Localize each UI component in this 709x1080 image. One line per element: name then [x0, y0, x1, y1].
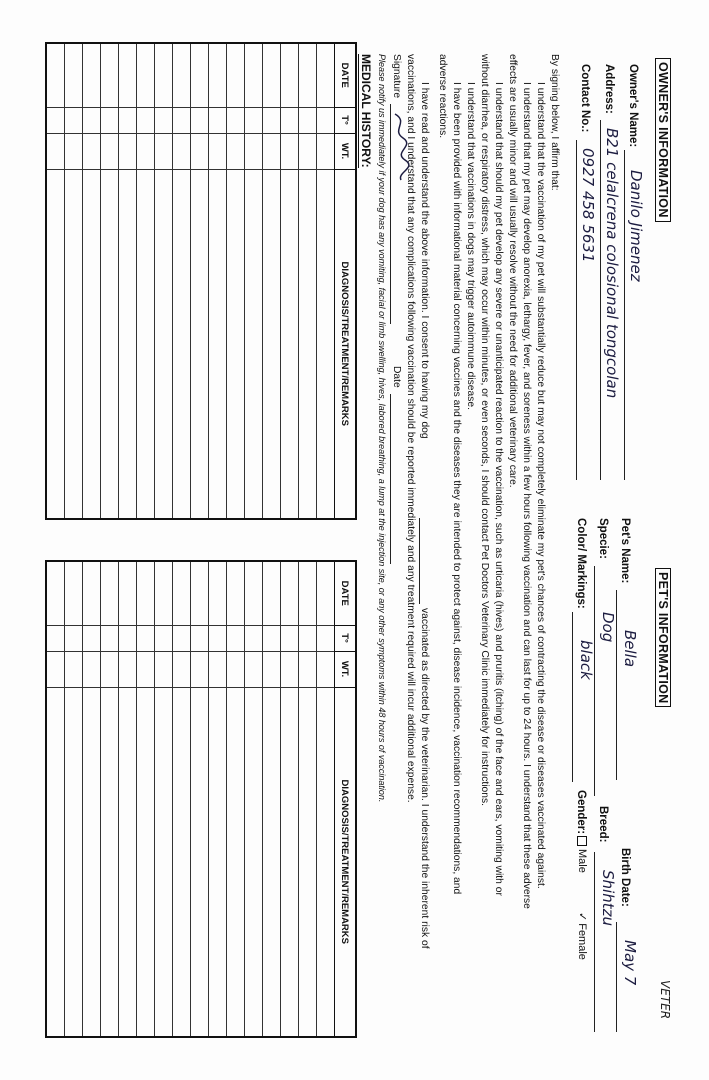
consent-p5-line2: adverse reactions.: [437, 54, 448, 139]
color-markings-line: [572, 612, 573, 782]
header-row: [335, 561, 357, 1037]
table-cell[interactable]: [173, 133, 191, 169]
color-markings-label: Color/ Markings:: [575, 518, 587, 609]
table-row: [137, 561, 155, 1037]
table-cell[interactable]: [263, 625, 281, 651]
table-cell[interactable]: [101, 43, 119, 107]
table-row: [155, 43, 173, 519]
table-row: [209, 43, 227, 519]
table-row: [299, 43, 317, 519]
table-cell[interactable]: [83, 43, 101, 107]
table-cell[interactable]: [281, 625, 299, 651]
consent-p3-line2: without diarrhea, or respiratory distress, which may occur within minutes, or even seconds, I should contact Pet Doctors Veterinary Clinic immediately for instructions.: [479, 54, 490, 806]
table-cell[interactable]: [191, 169, 209, 519]
table-cell[interactable]: [281, 169, 299, 519]
table-cell[interactable]: [209, 43, 227, 107]
table-cell[interactable]: [245, 169, 263, 519]
table-row: [227, 43, 245, 519]
table-cell[interactable]: [209, 169, 227, 519]
gender-male-option[interactable]: [576, 832, 588, 873]
table-cell[interactable]: [173, 43, 191, 107]
gender-female-option[interactable]: [576, 912, 588, 960]
table-cell[interactable]: [317, 169, 335, 519]
table-cell[interactable]: [155, 169, 173, 519]
table-cell[interactable]: [263, 651, 281, 687]
table-row: [101, 43, 119, 519]
table-cell[interactable]: [119, 651, 137, 687]
table-cell[interactable]: [281, 133, 299, 169]
birth-date-value: May 7: [621, 940, 639, 986]
table-cell[interactable]: [83, 561, 101, 625]
consent-p6-line2: vaccinations, and I understand that any complications following vaccination should be reported immediately and any treatment required will incur additional expense.: [405, 54, 416, 803]
address-label: Address:: [603, 64, 615, 114]
table-cell[interactable]: [299, 625, 317, 651]
table-cell[interactable]: [263, 43, 281, 107]
table-cell[interactable]: [101, 107, 119, 133]
birth-date-label: Birth Date:: [619, 848, 631, 907]
table-cell[interactable]: [119, 625, 137, 651]
table-cell[interactable]: [101, 651, 119, 687]
table-row: [191, 43, 209, 519]
address-line: [600, 120, 601, 480]
table-cell[interactable]: [65, 687, 83, 1037]
table-cell[interactable]: [83, 133, 101, 169]
column-header: DATE: [335, 561, 357, 625]
owner-name-value: Danilo Jimenez: [627, 170, 645, 282]
breed-line: [594, 852, 595, 1032]
table-cell[interactable]: [245, 133, 263, 169]
consent-p2-line2: effects are usually minor and will usually resolve without the need for additional veterinary care.: [507, 54, 518, 488]
table-cell[interactable]: [155, 43, 173, 107]
consent-p1: I understand that the vaccination of my pet will substantially reduce but may not completely eliminate my pet's chances of contracting the disease or diseases vaccinated against.: [535, 82, 546, 889]
table-cell[interactable]: [191, 625, 209, 651]
pet-name-value: Bella: [621, 630, 639, 668]
consent-intro: By signing below, I affirm that:: [549, 54, 560, 191]
table-cell[interactable]: [227, 107, 245, 133]
table-cell[interactable]: [173, 107, 191, 133]
consent-p6-part1: I have read and understand the above information. I consent to having my dog: [419, 82, 430, 439]
specie-label: Specie:: [597, 518, 609, 559]
table-cell[interactable]: [281, 561, 299, 625]
table-cell[interactable]: [46, 107, 65, 133]
table-cell[interactable]: [299, 43, 317, 107]
consent-p3-line1: I understand that should my pet develop any severe or unanticipated reaction to the vaccination, such as urticaria (hives) and pruritis (itching) of the face and ears, vomiting with or: [493, 82, 504, 896]
table-cell[interactable]: [227, 43, 245, 107]
table-row: [83, 43, 101, 519]
color-markings-value: black: [577, 640, 595, 680]
table-cell[interactable]: [209, 133, 227, 169]
table-cell[interactable]: [173, 651, 191, 687]
pet-heading: PET'S INFORMATION: [655, 568, 671, 707]
table-cell[interactable]: [317, 561, 335, 625]
table-cell[interactable]: [155, 651, 173, 687]
table-cell[interactable]: [65, 561, 83, 625]
table-cell[interactable]: [245, 651, 263, 687]
table-row: [317, 43, 335, 519]
consent-p6-part2: vaccinated as directed by the veterinarian. I understand the inherent risk of: [419, 608, 430, 949]
table-cell[interactable]: [245, 561, 263, 625]
table-cell[interactable]: [209, 651, 227, 687]
table-cell[interactable]: [227, 133, 245, 169]
table-cell[interactable]: [65, 107, 83, 133]
table-cell[interactable]: [245, 687, 263, 1037]
table-cell[interactable]: [227, 561, 245, 625]
table-cell[interactable]: [155, 107, 173, 133]
table-cell[interactable]: [119, 169, 137, 519]
table-cell[interactable]: [46, 625, 65, 651]
table-cell[interactable]: [46, 169, 65, 519]
table-cell[interactable]: [137, 625, 155, 651]
table-row: [263, 43, 281, 519]
table-cell[interactable]: [83, 651, 101, 687]
consent-p2-line1: I understand that my pet may develop anorexia, lethargy, fever, and soreness within a few hours following vaccination and can last for up to 24 hours. I understand that these adverse: [521, 82, 532, 909]
table-row: [65, 561, 83, 1037]
breed-label: Breed:: [597, 806, 609, 843]
column-header: DIAGNOSIS/TREATMENT/REMARKS: [335, 169, 357, 519]
table-cell[interactable]: [281, 43, 299, 107]
table-cell[interactable]: [101, 169, 119, 519]
gender-label: Gender:: [575, 790, 587, 835]
header-row: [335, 43, 357, 519]
consent-p5-line1: I have been provided with informational material concerning vaccines and the diseases they are intended to protect against, disease incidence, vaccination recommendations, and: [451, 82, 462, 895]
table-cell[interactable]: [299, 651, 317, 687]
table-cell[interactable]: [119, 687, 137, 1037]
table-cell[interactable]: [263, 169, 281, 519]
column-header: DIAGNOSIS/TREATMENT/REMARKS: [335, 687, 357, 1037]
column-header: T°: [335, 625, 357, 651]
table-row: [317, 561, 335, 1037]
table-cell[interactable]: [119, 107, 137, 133]
table-row: [245, 43, 263, 519]
specie-value: Dog: [599, 612, 617, 643]
table-cell[interactable]: [65, 651, 83, 687]
table-cell[interactable]: [101, 561, 119, 625]
table-cell[interactable]: [245, 107, 263, 133]
table-row: [137, 43, 155, 519]
table-cell[interactable]: [155, 625, 173, 651]
table-row: [46, 43, 65, 519]
column-header: WT.: [335, 651, 357, 687]
date-label: Date: [391, 366, 402, 388]
female-checkbox[interactable]: ✓: [576, 912, 589, 922]
gender-male-text: Male: [576, 849, 588, 873]
table-cell[interactable]: [227, 651, 245, 687]
table-cell[interactable]: [137, 687, 155, 1037]
table-cell[interactable]: [191, 651, 209, 687]
table-cell[interactable]: [137, 107, 155, 133]
table-cell[interactable]: [119, 43, 137, 107]
birth-date-line: [616, 922, 617, 1032]
table-row: [227, 561, 245, 1037]
signature-label: Signature: [391, 54, 402, 99]
table-cell[interactable]: [263, 107, 281, 133]
table-row: [173, 43, 191, 519]
table-cell[interactable]: [173, 561, 191, 625]
table-cell[interactable]: [209, 107, 227, 133]
table-cell[interactable]: [317, 651, 335, 687]
table-cell[interactable]: [317, 687, 335, 1037]
column-header: T°: [335, 107, 357, 133]
table-cell[interactable]: [155, 133, 173, 169]
table-cell[interactable]: [281, 107, 299, 133]
table-cell[interactable]: [83, 625, 101, 651]
column-header: DATE: [335, 43, 357, 107]
table-cell[interactable]: [137, 133, 155, 169]
table-row: [119, 43, 137, 519]
owner-heading: OWNER'S INFORMATION: [655, 58, 671, 222]
consent-p4: I understand that vaccinations in dogs may trigger autoimmune disease.: [465, 82, 476, 410]
table-cell[interactable]: [65, 625, 83, 651]
table-cell[interactable]: [65, 133, 83, 169]
table-cell[interactable]: [227, 687, 245, 1037]
table-row: [263, 561, 281, 1037]
table-cell[interactable]: [137, 561, 155, 625]
table-cell[interactable]: [83, 169, 101, 519]
signature-scribble: [389, 112, 411, 182]
medical-history-table-left: [45, 42, 357, 520]
owner-name-line: [624, 150, 625, 480]
table-cell[interactable]: [317, 625, 335, 651]
table-row: [101, 561, 119, 1037]
table-cell[interactable]: [173, 687, 191, 1037]
table-cell[interactable]: [299, 561, 317, 625]
breed-value: Shihtzu: [599, 870, 617, 926]
table-cell[interactable]: [119, 133, 137, 169]
table-cell[interactable]: [101, 133, 119, 169]
table-cell[interactable]: [209, 687, 227, 1037]
table-cell[interactable]: [263, 561, 281, 625]
table-cell[interactable]: [191, 133, 209, 169]
table-cell[interactable]: [263, 133, 281, 169]
table-cell[interactable]: [299, 687, 317, 1037]
contact-label: Contact No.:: [579, 64, 591, 133]
table-row: [173, 561, 191, 1037]
table-row: [191, 561, 209, 1037]
table-cell[interactable]: [245, 43, 263, 107]
table-cell[interactable]: [173, 625, 191, 651]
table-cell[interactable]: [227, 625, 245, 651]
table-cell[interactable]: [191, 687, 209, 1037]
table-row: [299, 561, 317, 1037]
table-cell[interactable]: [245, 625, 263, 651]
table-cell[interactable]: [209, 561, 227, 625]
table-cell[interactable]: [191, 43, 209, 107]
table-cell[interactable]: [299, 107, 317, 133]
table-row: [119, 561, 137, 1037]
specie-line: [594, 566, 595, 796]
table-cell[interactable]: [83, 687, 101, 1037]
table-cell[interactable]: [263, 687, 281, 1037]
table-row: [155, 561, 173, 1037]
address-value: B21 celalcrena colosional tongcolan: [603, 128, 621, 399]
table-row: [65, 43, 83, 519]
table-row: [245, 561, 263, 1037]
contact-line: [576, 140, 577, 480]
table-cell[interactable]: [317, 133, 335, 169]
table-cell[interactable]: [46, 687, 65, 1037]
table-cell[interactable]: [101, 625, 119, 651]
table-cell[interactable]: [155, 687, 173, 1037]
dog-blank-line: [419, 518, 420, 604]
male-checkbox[interactable]: [577, 836, 587, 846]
table-cell[interactable]: [65, 43, 83, 107]
date-line[interactable]: [390, 394, 391, 564]
column-header: WT.: [335, 133, 357, 169]
pet-name-label: Pet's Name:: [619, 518, 631, 584]
table-cell[interactable]: [191, 561, 209, 625]
table-row: [281, 43, 299, 519]
table-cell[interactable]: [209, 625, 227, 651]
medical-history-heading: MEDICAL HISTORY:: [359, 54, 373, 168]
table-cell[interactable]: [46, 43, 65, 107]
table-cell[interactable]: [155, 561, 173, 625]
table-cell[interactable]: [46, 561, 65, 625]
contact-value: 0927 458 5631: [579, 148, 597, 263]
table-cell[interactable]: [227, 169, 245, 519]
table-cell[interactable]: [317, 43, 335, 107]
table-row: [83, 561, 101, 1037]
table-cell[interactable]: [191, 107, 209, 133]
table-cell[interactable]: [119, 561, 137, 625]
table-cell[interactable]: [299, 169, 317, 519]
table-cell[interactable]: [317, 107, 335, 133]
owner-name-label: Owner's Name:: [627, 64, 639, 148]
table-cell[interactable]: [83, 107, 101, 133]
table-cell[interactable]: [65, 169, 83, 519]
medical-history-table-right: [45, 560, 357, 1038]
table-row: [209, 561, 227, 1037]
gender-female-text: Female: [576, 923, 588, 960]
table-cell[interactable]: [173, 169, 191, 519]
table-cell[interactable]: [281, 651, 299, 687]
table-cell[interactable]: [137, 651, 155, 687]
margin-handwritten-note: VETER: [658, 980, 672, 1020]
table-cell[interactable]: [299, 133, 317, 169]
table-cell[interactable]: [46, 133, 65, 169]
vaccination-notice: Please notify us immediately if your dog has any vomiting, facial or limb swelling, hives, labored breathing, a lump at the injection site, or any other symptoms within 48 hours of vaccination.: [377, 54, 387, 803]
table-cell[interactable]: [281, 687, 299, 1037]
table-cell[interactable]: [137, 43, 155, 107]
table-cell[interactable]: [137, 169, 155, 519]
table-row: [46, 561, 65, 1037]
table-cell[interactable]: [101, 687, 119, 1037]
table-cell[interactable]: [46, 651, 65, 687]
table-row: [281, 561, 299, 1037]
